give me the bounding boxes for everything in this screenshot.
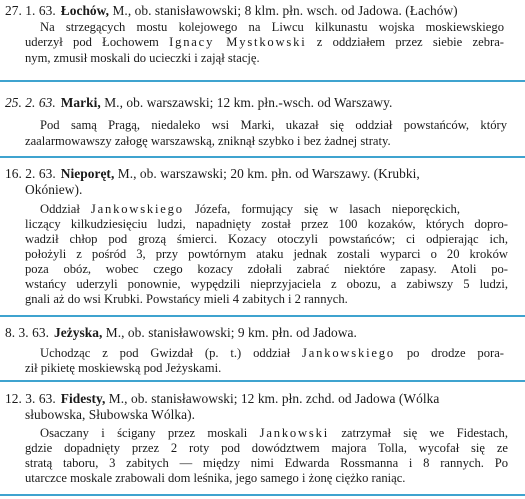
entry-text-line: ził pikietę moskiewską pod Jeżyskami. — [25, 361, 222, 375]
entry-text-line: poza obóz, wobec czego kozacy zdołali zabrać niektóre zapasy. Atoli po- — [25, 262, 508, 276]
entry-text-line: Na strzegących mostu kolejowego na Liwcu kilkunastu wojska moskiewskiego — [40, 20, 504, 34]
entry-heading — [5, 3, 519, 19]
entry-date: 8. 3. 63. — [5, 325, 49, 340]
entry-location-details: M., ob. warszawski; 12 km. płn.-wsch. od Warszawy. — [104, 95, 393, 110]
entry-text-line: wadził chłop pod grozą śmierci. Kozacy otoczyli powstańców; ci odpierając ich, — [25, 232, 508, 246]
entry-place: Fidesty, — [60, 391, 106, 406]
entry-text-line: wstańcy uderzyli ponownie, wypędzili nieprzyjaciela z obozu, a zabiwszy 5 ludzi, — [25, 277, 508, 291]
entry-location-details: M., ob. warszawski; 20 km. płn. od Warszawy. (Krubki, — [117, 166, 420, 181]
entry-date: 27. 1. 63. — [5, 3, 56, 18]
entry-text-line: Oddział Jankowskiego Józefa, formujący się w lasach nieporęckich, — [40, 202, 461, 216]
entry-divider — [0, 494, 525, 496]
entry-date: 25. 2. 63. — [5, 95, 56, 110]
entry-location-details: M., ob. stanisławowski; 9 km. płn. od Jadowa. — [105, 325, 357, 340]
entry-place: Łochów, — [60, 3, 110, 18]
entry-heading — [5, 166, 519, 182]
entry-date: 16. 2. 63. — [5, 166, 56, 181]
entry-text-line: położyli z pośród 3, przy powtórnym ataku jednak zostali wyparci o 20 kroków — [25, 247, 508, 261]
entry-divider — [0, 156, 525, 158]
entry-text-line: uderzył pod Łochowem Ignacy Mystkowski z oddziałem przez siebie zebra- — [25, 35, 504, 49]
entry-text-line: gdzie dopadnięty przez 2 roty pod dowództwem majora Tolla, wycofał się ze — [25, 441, 508, 455]
entry-location-details: M., ob. stanisławowski; 8 klm. płn. wsch. od Jadowa. (Łachów) — [112, 3, 458, 18]
entry-text-line: utarczce moskale zrabowali dom leśnika, jego samego i żonę ciężko raniąc. — [25, 471, 406, 485]
entry-text-line: nym, zmusił moskali do ucieczki i zajął stację. — [25, 51, 260, 65]
entry-divider — [0, 380, 525, 382]
entry-heading — [5, 391, 519, 407]
entry-location-details: M., ob. stanisławowski; 12 km. płn. zchd. od Jadowa (Wólka — [108, 391, 440, 406]
entry-text-line: zaalarmowawszy załogę warszawską, zniknął szybko i bez żadnej straty. — [25, 134, 391, 148]
entry-place: Marki, — [60, 95, 101, 110]
entry-place: Nieporęt, — [60, 166, 115, 181]
entry-text-line: stratą taboru, 3 zabitych — między nimi Edwarda Rossmanna i 8 rannych. Po — [25, 456, 508, 470]
entry-divider — [0, 315, 525, 317]
entry-text-line: liczący kilkudziesięciu ludzi, napadnięty został przez 100 kozaków, których dopro- — [25, 217, 508, 231]
entry-heading — [5, 325, 519, 341]
entry-text-line: Pod samą Pragą, niedaleko wsi Marki, ukazał się oddział powstańców, który — [40, 118, 507, 132]
entry-text-line: gnali aż do wsi Krubki. Powstańcy mieli 4 zabitych i 2 rannych. — [25, 292, 348, 306]
entry-divider — [0, 80, 525, 82]
entry-heading — [5, 95, 519, 111]
entry-heading-continued: Okóniew). — [25, 182, 83, 197]
entry-heading-continued: słubowska, Słubowska Wólka). — [25, 407, 196, 422]
entry-text-line: Uchodząc z pod Gwizdał (p. t.) oddział Jankowskiego po drodze pora- — [40, 346, 504, 360]
entry-text-line: Osaczany i ścigany przez moskali Jankowski zatrzymał się we Fidestach, — [40, 426, 508, 440]
entry-date: 12. 3. 63. — [5, 391, 56, 406]
entry-place: Jeżyska, — [53, 325, 103, 340]
